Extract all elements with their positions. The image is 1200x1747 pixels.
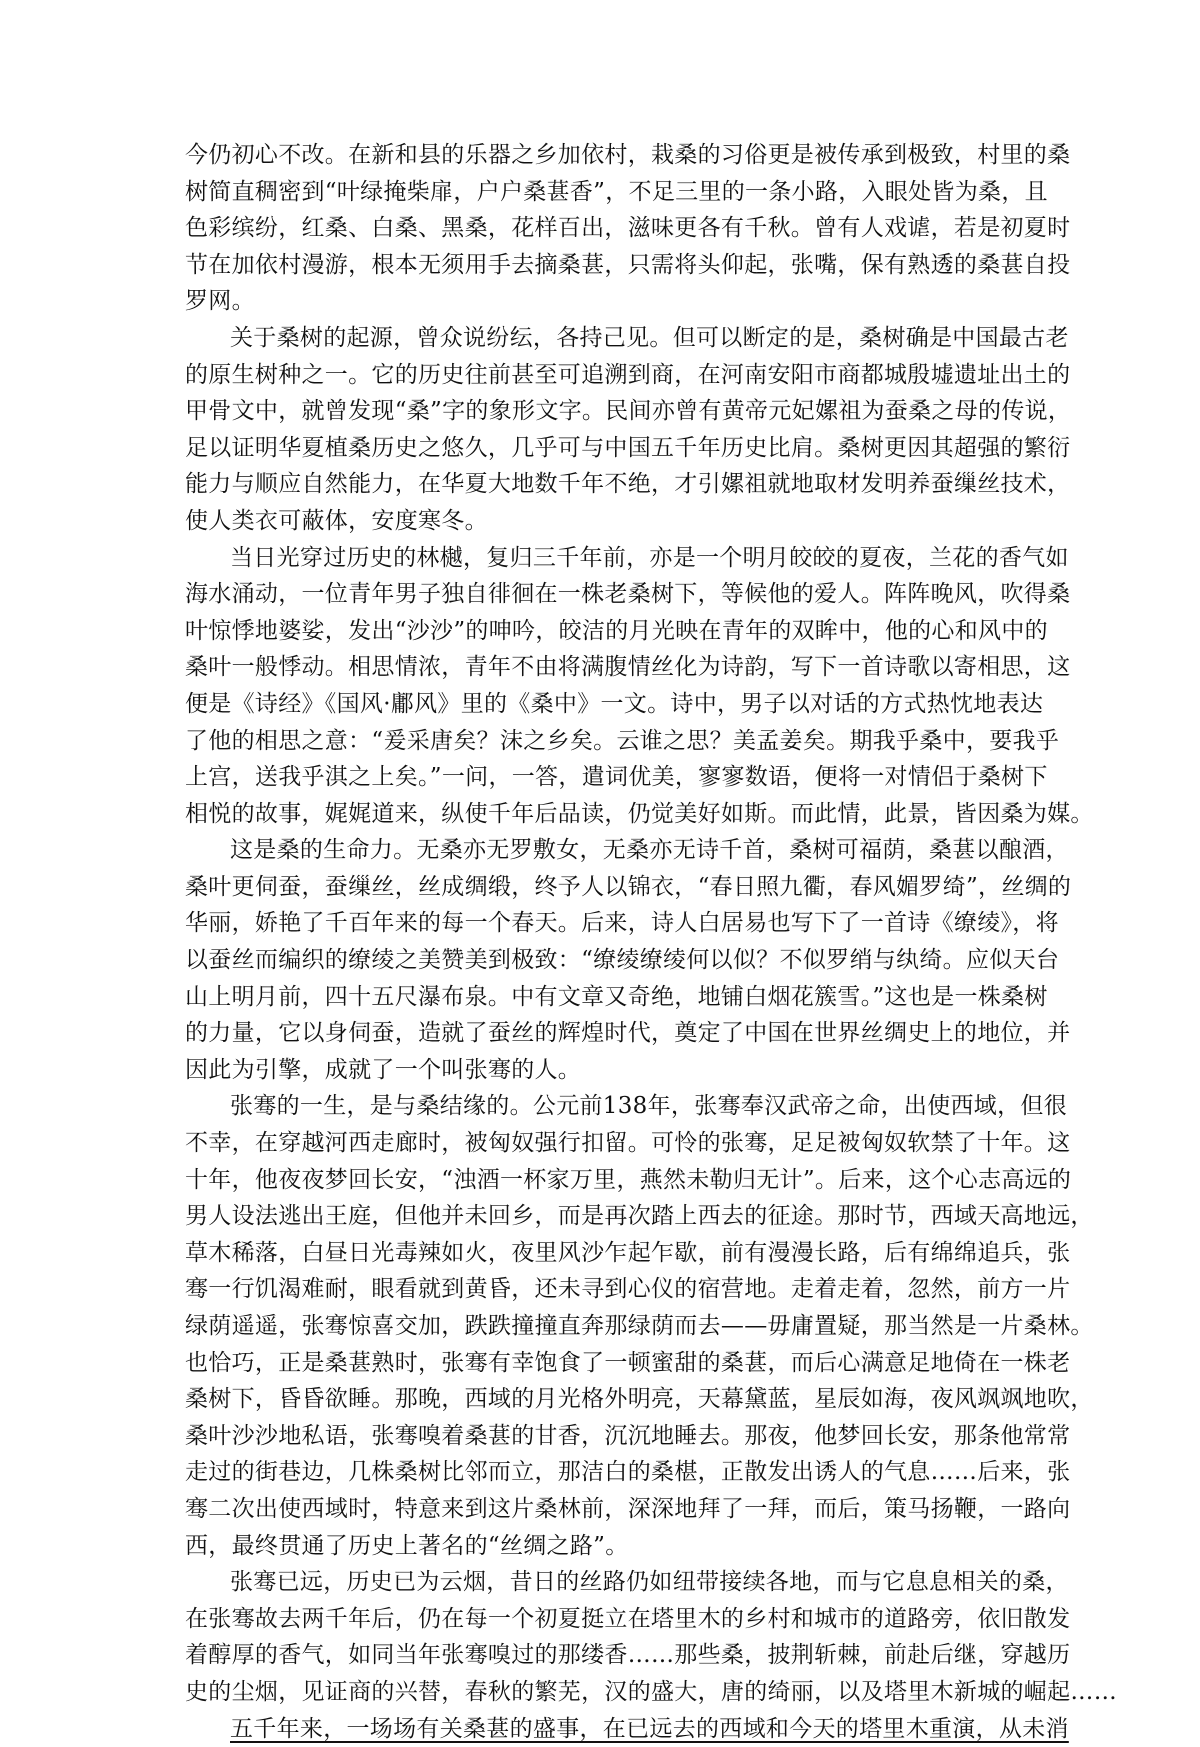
text-line: 桑叶一般悸动。相思情浓，青年不由将满腹情丝化为诗韵，写下一首诗歌以寄相思，这 (185, 654, 1071, 681)
text-line: 骞二次出使西域时，特意来到这片桑林前，深深地拜了一拜，而后，策马扬鞭，一路向 (185, 1495, 1071, 1522)
text-line: 便是《诗经》《国风·鄘风》里的《桑中》一文。诗中，男子以对话的方式热忱地表达 (185, 690, 1044, 717)
text-line: 足以证明华夏植桑历史之悠久，几乎可与中国五千年历史比肩。桑树更因其超强的繁衍 (185, 434, 1071, 461)
text-line: 海水涌动，一位青年男子独自徘徊在一株老桑树下，等候他的爱人。阵阵晚风，吹得桑 (185, 581, 1071, 608)
text-line: 山上明月前，四十五尺瀑布泉。中有文章又奇绝，地铺白烟花簇雪。”这也是一株桑树 (185, 983, 1048, 1010)
text-line: 草木稀落，白昼日光毒辣如火，夜里风沙乍起乍歇，前有漫漫长路，后有绵绵追兵，张 (185, 1239, 1071, 1266)
text-line: 华丽，娇艳了千百年来的每一个春天。后来，诗人白居易也写下了一首诗《缭绫》，将 (185, 910, 1059, 937)
text-line: 关于桑树的起源，曾众说纷纭，各持己见。但可以断定的是，桑树确是中国最古老 (230, 324, 1069, 351)
text-line: 上宫，送我乎淇之上矣。”一问，一答，遣词优美，寥寥数语，便将一对情侣于桑树下 (185, 764, 1048, 791)
text-line: 使人类衣可蔽体，安度寒冬。 (185, 507, 488, 534)
text-line: 的原生树种之一。它的历史往前甚至可追溯到商，在河南安阳市商都城殷墟遗址出土的 (185, 361, 1071, 388)
text-line: 桑叶更伺蚕，蚕缫丝，丝成绸缎，终予人以锦衣，“春日照九衢，春风媚罗绮”，丝绸的 (185, 873, 1072, 900)
text-line: 张骞已远，历史已为云烟，昔日的丝路仍如纽带接续各地，而与它息息相关的桑， (230, 1569, 1069, 1596)
text-line: 也恰巧，正是桑葚熟时，张骞有幸饱食了一顿蜜甜的桑葚，而后心满意足地倚在一株老 (185, 1349, 1071, 1376)
text-line: 树简直稠密到“叶绿掩柴扉，户户桑葚香”，不足三里的一条小路，入眼处皆为桑，且 (185, 178, 1048, 205)
text-line: 绿荫遥遥，张骞惊喜交加，跌跌撞撞直奔那绿荫而去——毋庸置疑，那当然是一片桑林。 (185, 1313, 1094, 1339)
text-line: 骞一行饥渴难耐，眼看就到黄昏，还未寻到心仪的宿营地。走着走着，忽然，前方一片 (185, 1276, 1071, 1303)
text-line: 在张骞故去两千年后，仍在每一个初夏挺立在塔里木的乡村和城市的道路旁，依旧散发 (185, 1605, 1071, 1632)
text-line: 的力量，它以身伺蚕，造就了蚕丝的辉煌时代，奠定了中国在世界丝绸史上的地位，并 (185, 1020, 1071, 1047)
text-line: 叶惊悸地婆娑，发出“沙沙”的呻吟，皎洁的月光映在青年的双眸中，他的心和风中的 (185, 617, 1048, 644)
text-line: 能力与顺应自然能力，在华夏大地数千年不绝，才引嫘祖就地取材发明养蚕缫丝技术， (185, 471, 1071, 498)
text-line: 以蚕丝而编织的缭绫之美赞美到极致：“缭绫缭绫何以似？不似罗绡与纨绮。应似天台 (185, 947, 1060, 974)
text-line: 西，最终贯通了历史上著名的“丝绸之路”。 (185, 1532, 629, 1559)
text-line: 十年，他夜夜梦回长安，“浊酒一杯家万里，燕然未勒归无计”。后来，这个心志高远的 (185, 1166, 1072, 1193)
text-line: 着醇厚的香气，如同当年张骞嗅过的那缕香……那些桑，披荆斩棘，前赴后继，穿越历 (185, 1642, 1071, 1669)
text-line: 张骞的一生，是与桑结缘的。公元前138年，张骞奉汉武帝之命，出使西域，但很 (230, 1093, 1067, 1120)
text-line: 男人设法逃出王庭，但他并未回乡，而是再次踏上西去的征途。那时节，西域天高地远， (185, 1203, 1094, 1230)
underlined-text-line: 五千年来，一场场有关桑葚的盛事，在已远去的西域和今天的塔里木重演，从未消 (230, 1715, 1069, 1742)
text-line: 桑叶沙沙地私语，张骞嗅着桑葚的甘香，沉沉地睡去。那夜，他梦回长安，那条他常常 (185, 1422, 1071, 1449)
text-line: 色彩缤纷，红桑、白桑、黑桑，花样百出，滋味更各有千秋。曾有人戏谑，若是初夏时 (185, 215, 1071, 242)
text-line: 甲骨文中，就曾发现“桑”字的象形文字。民间亦曾有黄帝元妃嫘祖为蚕桑之母的传说， (185, 398, 1072, 425)
article-body (185, 137, 1117, 1747)
text-line: 了他的相思之意：“爰采唐矣？沫之乡矣。云谁之思？美孟姜矣。期我乎桑中，要我乎 (185, 727, 1060, 754)
text-line: 这是桑的生命力。无桑亦无罗敷女，无桑亦无诗千首，桑树可福荫，桑葚以酿酒， (230, 837, 1069, 864)
text-line: 史的尘烟，见证商的兴替，春秋的繁芜，汉的盛大，唐的绮丽，以及塔里木新城的崛起…… (185, 1678, 1117, 1705)
text-line: 今仍初心不改。在新和县的乐器之乡加依村，栽桑的习俗更是被传承到极致，村里的桑 (185, 142, 1071, 168)
text-line: 当日光穿过历史的林樾，复归三千年前，亦是一个明月皎皎的夏夜，兰花的香气如 (230, 544, 1069, 571)
text-line: 相悦的故事，娓娓道来，纵使千年后品读，仍觉美好如斯。而此情，此景，皆因桑为媒。 (185, 800, 1094, 827)
text-line: 节在加依村漫游，根本无须用手去摘桑葚，只需将头仰起，张嘴，保有熟透的桑葚自投 (185, 251, 1071, 278)
text-line: 走过的街巷边，几株桑树比邻而立，那洁白的桑椹，正散发出诱人的气息……后来，张 (185, 1459, 1071, 1486)
text-line: 桑树下，昏昏欲睡。那晚，西域的月光格外明亮，天幕黛蓝，星辰如海，夜风飒飒地吹， (185, 1386, 1094, 1413)
text-line: 因此为引擎，成就了一个叫张骞的人。 (185, 1056, 582, 1083)
text-line: 罗网。 (185, 288, 255, 315)
text-line: 不幸，在穿越河西走廊时，被匈奴强行扣留。可怜的张骞，足足被匈奴软禁了十年。这 (185, 1130, 1071, 1157)
